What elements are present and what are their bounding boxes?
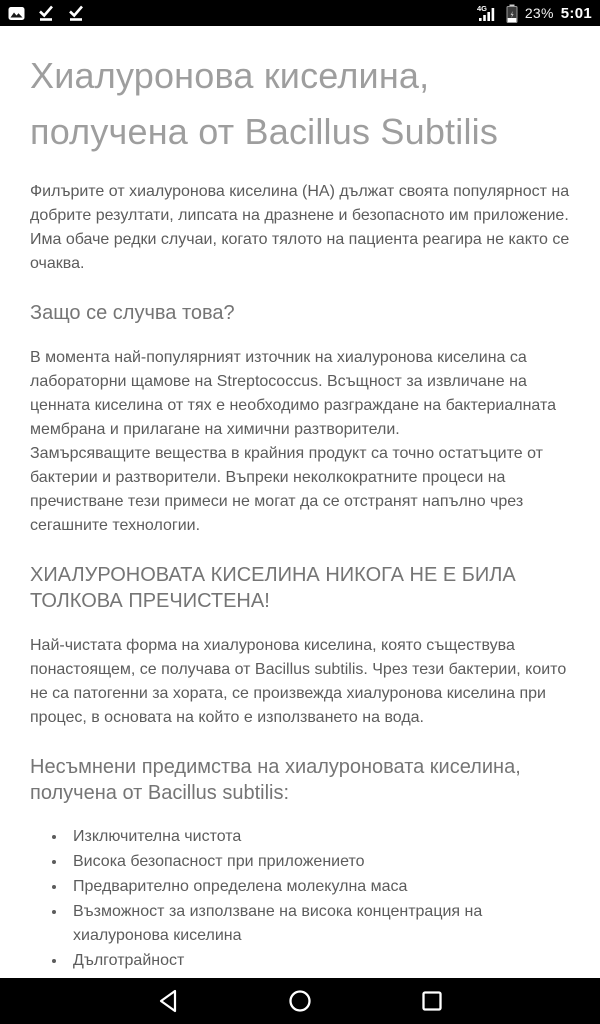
- home-icon: [288, 989, 312, 1013]
- section-heading-purified: ХИАЛУРОНОВАТА КИСЕЛИНА НИКОГА НЕ Е БИЛА ТОЛКОВА ПРЕЧИСТЕНА!: [30, 564, 516, 612]
- home-button[interactable]: [287, 988, 313, 1014]
- photo-icon: [8, 5, 25, 22]
- signal-4g-icon: [477, 4, 499, 22]
- download-done-icon: [37, 5, 55, 22]
- android-nav-bar: [0, 978, 600, 1024]
- list-item: • Дълготрайност: [67, 948, 572, 973]
- recents-icon: [421, 990, 443, 1012]
- status-clock: 5:01: [560, 4, 592, 22]
- status-indicators: [477, 4, 592, 23]
- page-title: [30, 48, 572, 160]
- status-bar: [0, 0, 600, 26]
- battery-percent: 23%: [524, 5, 554, 21]
- notification-icons: [8, 5, 85, 22]
- benefits-list: [30, 824, 572, 973]
- back-icon: [157, 989, 179, 1013]
- article-content: [0, 26, 600, 978]
- page-title-line2: получена от Bacillus Subtilis: [30, 111, 499, 152]
- section-heading-benefits: Несъмнени предимства на хиалуроновата киселина, получена от Bacillus subtilis:: [30, 756, 521, 804]
- battery-icon: [506, 4, 518, 23]
- section1-paragraph2: Замърсяващите вещества в крайния продукт са точно остатъците от бактерии и разтворители. Въпреки неколкократните процеси на пречистване тези примеси не могат да се отстранят напълно чрез сегашните технологии.: [30, 445, 543, 534]
- network-type-label: 4G: [476, 4, 487, 13]
- list-item: • Предварително определена молекулна маса: [67, 874, 572, 899]
- list-item: • Възможност за използване на висока концентрация на хиалуронова киселина: [67, 899, 572, 948]
- section-heading-why: Защо се случва това?: [30, 302, 235, 324]
- list-item: • Изключителна чистота: [67, 824, 572, 849]
- page-title-line1: Хиалуронова киселина,: [30, 55, 430, 96]
- intro-paragraph: Филърите от хиалуронова киселина (HA) дължат своята популярност на добрите резултати, липсата на дразнене и безопасното им приложение. Има обаче редки случаи, когато тялото на пациента реагира не както се очаква.: [30, 183, 570, 272]
- section1-paragraph1: В момента най-популярният източник на хиалуронова киселина са лабораторни щамове на Streptococcus. Всъщност за извличане на ценната киселина от тях е необходимо разграждане на бактериалната мембрана и прилагане на химични разтворители.: [30, 349, 557, 438]
- download-done-icon: [67, 5, 85, 22]
- section2-paragraph: Най-чистата форма на хиалуронова киселина, която съществува понастоящем, се получава от Bacillus subtilis. Чрез тези бактерии, които не са патогенни за хората, се произвежда хиалуронова киселина при процес, в основата на който е използването на вода.: [30, 637, 567, 726]
- recents-button[interactable]: [419, 988, 445, 1014]
- back-button[interactable]: [155, 988, 181, 1014]
- list-item: • Висока безопасност при приложението: [67, 849, 572, 874]
